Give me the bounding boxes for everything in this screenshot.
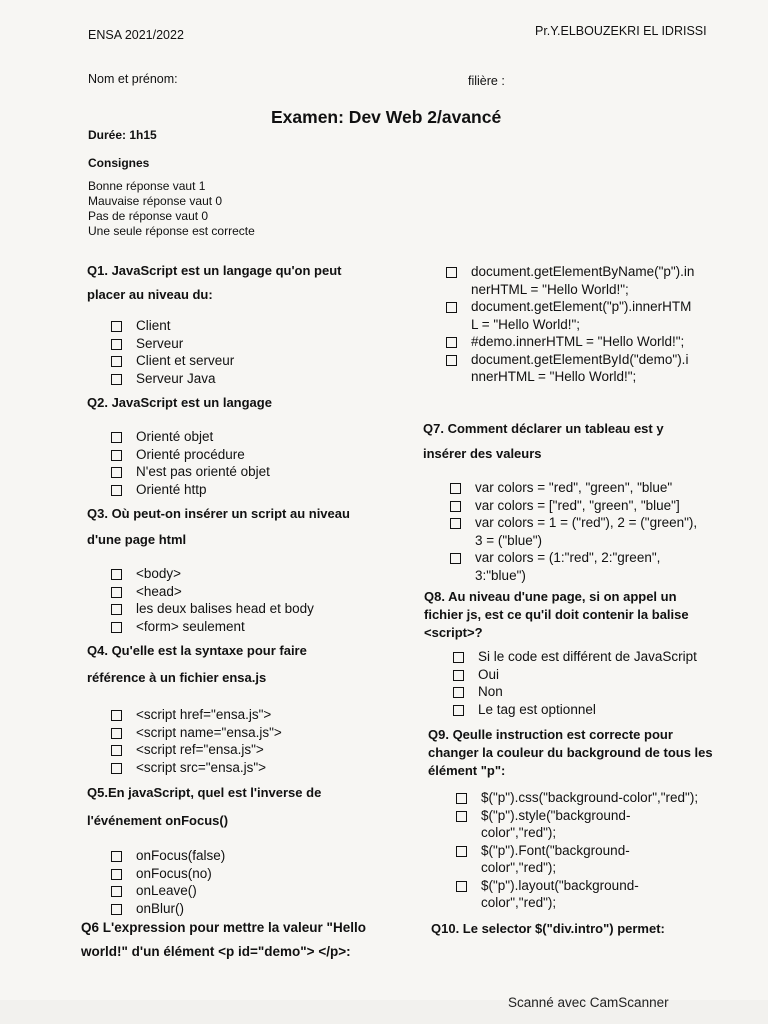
name-label: Nom et prénom: <box>88 72 178 86</box>
q6-title-line1: Q6 L'expression pour mettre la valeur "Hello <box>81 920 366 935</box>
q2-options <box>111 428 270 498</box>
answer-option[interactable]: <body> <box>111 565 314 583</box>
q3-options <box>111 565 314 635</box>
checkbox[interactable] <box>111 485 122 496</box>
answer-option[interactable]: Client <box>111 317 234 335</box>
checkbox[interactable] <box>111 356 122 367</box>
checkbox[interactable] <box>111 851 122 862</box>
checkbox[interactable] <box>111 374 122 385</box>
checkbox[interactable] <box>450 518 461 529</box>
instruction-line: Bonne réponse vaut 1 <box>88 179 206 193</box>
instructions-title: Consignes <box>88 156 150 170</box>
answer-option[interactable]: <form> seulement <box>111 618 314 636</box>
q8-options <box>453 648 723 718</box>
checkbox[interactable] <box>111 587 122 598</box>
checkbox[interactable] <box>450 553 461 564</box>
q7-title-line1: Q7. Comment déclarer un tableau est y <box>423 421 664 436</box>
checkbox[interactable] <box>111 569 122 580</box>
q5-title-line1: Q5.En javaScript, quel est l'inverse de <box>87 785 322 800</box>
checkbox[interactable] <box>446 355 457 366</box>
q5-options <box>111 847 225 917</box>
q7-title-line2: insérer des valeurs <box>423 446 542 461</box>
answer-option[interactable]: <head> <box>111 583 314 601</box>
answer-option[interactable]: var colors = "red", "green", "blue" <box>450 479 720 497</box>
q6-title-line2: world!" d'un élément <p id="demo"> </p>: <box>81 944 351 959</box>
checkbox[interactable] <box>111 728 122 739</box>
answer-option[interactable]: var colors = (1:"red", 2:"green", 3:"blue") <box>450 549 720 584</box>
answer-option[interactable]: Si le code est différent de JavaScript <box>453 648 723 666</box>
q10-title: Q10. Le selector $("div.intro") permet: <box>431 921 665 936</box>
checkbox[interactable] <box>111 745 122 756</box>
checkbox[interactable] <box>446 302 457 313</box>
answer-option[interactable]: $("p").layout("background- color","red"); <box>456 877 736 912</box>
checkbox[interactable] <box>446 337 457 348</box>
checkbox[interactable] <box>456 881 467 892</box>
camscanner-watermark: Scanné avec CamScanner <box>508 995 669 1010</box>
q9-options <box>456 789 736 912</box>
school-year: ENSA 2021/2022 <box>88 28 184 42</box>
checkbox[interactable] <box>111 339 122 350</box>
q8-title-line2: fichier js, est ce qu'il doit contenir la balise <box>424 607 689 622</box>
checkbox[interactable] <box>111 321 122 332</box>
checkbox[interactable] <box>456 846 467 857</box>
answer-option[interactable]: Client et serveur <box>111 352 234 370</box>
answer-option[interactable]: var colors = 1 = ("red"), 2 = ("green"), 3 = ("blue") <box>450 514 720 549</box>
filiere-label: filière : <box>468 74 505 88</box>
q4-options <box>111 706 282 776</box>
answer-option[interactable]: onFocus(no) <box>111 865 225 883</box>
answer-option[interactable]: Serveur <box>111 335 234 353</box>
exam-title: Examen: Dev Web 2/avancé <box>271 107 502 127</box>
answer-option[interactable]: N'est pas orienté objet <box>111 463 270 481</box>
answer-option[interactable]: $("p").style("background- color","red"); <box>456 807 736 842</box>
checkbox[interactable] <box>453 670 464 681</box>
q9-title-line3: élément "p": <box>428 763 506 778</box>
checkbox[interactable] <box>450 501 461 512</box>
professor-name: Pr.Y.ELBOUZEKRI EL IDRISSI <box>535 24 707 38</box>
q1-options <box>111 317 234 387</box>
checkbox[interactable] <box>111 886 122 897</box>
answer-option[interactable]: <script name="ensa.js"> <box>111 724 282 742</box>
answer-option[interactable]: Orienté http <box>111 481 270 499</box>
q9-title-line1: Q9. Qeulle instruction est correcte pour <box>428 727 673 742</box>
answer-option[interactable]: $("p").Font("background- color","red"); <box>456 842 736 877</box>
answer-option[interactable]: $("p").css("background-color","red"); <box>456 789 736 807</box>
answer-option[interactable]: Non <box>453 683 723 701</box>
q5-title-line2: l'événement onFocus() <box>87 813 229 828</box>
q3-title-line2: d'une page html <box>87 532 187 547</box>
answer-option[interactable]: var colors = ["red", "green", "blue"] <box>450 497 720 515</box>
checkbox[interactable] <box>111 467 122 478</box>
instruction-line: Une seule réponse est correcte <box>88 224 255 238</box>
answer-option[interactable]: onFocus(false) <box>111 847 225 865</box>
q6-options <box>446 263 716 386</box>
q4-title-line1: Q4. Qu'elle est la syntaxe pour faire <box>87 643 307 658</box>
answer-option[interactable]: document.getElementByName("p").in nerHTML = "Hello World!"; <box>446 263 716 298</box>
checkbox[interactable] <box>456 793 467 804</box>
checkbox[interactable] <box>111 432 122 443</box>
checkbox[interactable] <box>111 763 122 774</box>
checkbox[interactable] <box>111 904 122 915</box>
checkbox[interactable] <box>111 869 122 880</box>
q2-title: Q2. JavaScript est un langage <box>87 395 272 410</box>
answer-option[interactable]: Orienté procédure <box>111 446 270 464</box>
checkbox[interactable] <box>446 267 457 278</box>
answer-option[interactable]: document.getElement("p").innerHTM L = "Hello World!"; <box>446 298 716 333</box>
instructions-list <box>88 179 255 239</box>
answer-option[interactable]: #demo.innerHTML = "Hello World!"; <box>446 333 716 351</box>
checkbox[interactable] <box>111 450 122 461</box>
q9-title-line2: changer la couleur du background de tous les <box>428 745 713 760</box>
checkbox[interactable] <box>453 705 464 716</box>
q8-title-line3: <script>? <box>424 625 483 640</box>
checkbox[interactable] <box>456 811 467 822</box>
answer-option[interactable]: <script src="ensa.js"> <box>111 759 282 777</box>
answer-option[interactable]: <script ref="ensa.js"> <box>111 741 282 759</box>
answer-option[interactable]: Serveur Java <box>111 370 234 388</box>
checkbox[interactable] <box>453 652 464 663</box>
answer-option[interactable]: <script href="ensa.js"> <box>111 706 282 724</box>
q7-options <box>450 479 720 584</box>
instruction-line: Pas de réponse vaut 0 <box>88 209 209 223</box>
q4-title-line2: référence à un fichier ensa.js <box>87 670 267 685</box>
answer-option[interactable]: onLeave() <box>111 882 225 900</box>
answer-option[interactable]: document.getElementById("demo").i nnerHTML = "Hello World!"; <box>446 351 716 386</box>
q3-title-line1: Q3. Où peut-on insérer un script au niveau <box>87 506 350 521</box>
checkbox[interactable] <box>453 687 464 698</box>
checkbox[interactable] <box>450 483 461 494</box>
checkbox[interactable] <box>111 710 122 721</box>
answer-option[interactable]: les deux balises head et body <box>111 600 314 618</box>
duration: Durée: 1h15 <box>88 128 157 142</box>
answer-option[interactable]: onBlur() <box>111 900 225 918</box>
checkbox[interactable] <box>111 604 122 615</box>
checkbox[interactable] <box>111 622 122 633</box>
answer-option[interactable]: Le tag est optionnel <box>453 701 723 719</box>
q1-title-line1: Q1. JavaScript est un langage qu'on peut <box>87 263 342 278</box>
answer-option[interactable]: Orienté objet <box>111 428 270 446</box>
q8-title-line1: Q8. Au niveau d'une page, si on appel un <box>424 589 677 604</box>
instruction-line: Mauvaise réponse vaut 0 <box>88 194 223 208</box>
answer-option[interactable]: Oui <box>453 666 723 684</box>
q1-title-line2: placer au niveau du: <box>87 287 213 302</box>
